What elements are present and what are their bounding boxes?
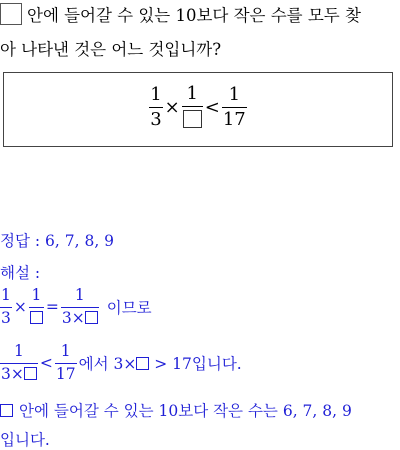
blank-box-icon (0, 3, 22, 25)
blank-box-icon (136, 357, 149, 370)
problem-expression (4, 85, 392, 130)
denominator-text: 3× (1, 364, 24, 383)
question-line-2: 아 나타낸 것은 어느 것입니까? (0, 40, 222, 59)
fraction-1-3 (0, 288, 12, 326)
explanation-step-1 (0, 288, 154, 326)
fraction-bar (55, 363, 77, 364)
fraction-1-17 (222, 86, 247, 129)
denominator: 17 (55, 364, 76, 383)
question-text-1: 안에 들어갈 수 있는 10보다 작은 수를 모두 찾 (27, 6, 361, 25)
fraction-bar (0, 307, 12, 308)
numerator: 1 (31, 286, 42, 304)
question-line-1 (0, 3, 361, 29)
numerator: 1 (186, 83, 198, 104)
denominator: 17 (222, 109, 246, 131)
middle-text: 에서 3× (78, 355, 137, 374)
denominator (29, 311, 44, 327)
fraction-bar (222, 107, 247, 108)
conclusion-line-1 (0, 399, 352, 421)
numerator: 1 (1, 286, 11, 304)
numerator: 1 (13, 342, 24, 360)
blank-box-icon (30, 311, 43, 324)
denominator (61, 308, 99, 327)
blank-box-icon (183, 110, 202, 128)
explanation-step-2 (0, 344, 244, 382)
denominator: 3 (150, 109, 162, 131)
answer-line: 정답 : 6, 7, 8, 9 (0, 232, 115, 250)
numerator: 1 (74, 286, 85, 304)
times-operator: × (164, 97, 180, 119)
blank-box-icon (24, 367, 37, 380)
numerator: 1 (228, 84, 241, 105)
fraction-1-3xbox (61, 288, 99, 326)
problem-box (3, 72, 393, 147)
inequality-text: > 17입니다. (149, 355, 242, 374)
conclusion-text: 안에 들어갈 수 있는 10보다 작은 수는 6, 7, 8, 9 (19, 402, 352, 420)
less-than-operator: < (204, 97, 220, 119)
fraction-bar (61, 307, 99, 308)
fraction-1-box (182, 85, 203, 130)
fraction-1-17 (55, 344, 77, 382)
denominator-text: 3× (61, 308, 85, 327)
step-2-text (79, 352, 242, 374)
times-operator: × (13, 298, 27, 317)
fraction-1-3xbox (0, 344, 38, 382)
fraction-bar (0, 363, 38, 364)
numerator: 1 (60, 342, 71, 360)
fraction-bar (149, 107, 162, 108)
denominator (0, 364, 38, 383)
conclusion-line-2: 입니다. (0, 431, 50, 449)
fraction-1-3 (149, 86, 162, 129)
fraction-bar (182, 106, 203, 107)
equals-operator: = (45, 298, 59, 317)
suffix-text: 이므로 (106, 299, 152, 318)
denominator (182, 110, 203, 130)
denominator: 3 (1, 308, 11, 327)
fraction-bar (29, 307, 44, 308)
fraction-1-box (29, 288, 44, 326)
numerator: 1 (150, 84, 162, 105)
less-than-operator: < (39, 354, 53, 373)
blank-box-icon (0, 404, 13, 417)
explanation-label: 해설 : (0, 264, 41, 282)
blank-box-icon (85, 311, 98, 324)
